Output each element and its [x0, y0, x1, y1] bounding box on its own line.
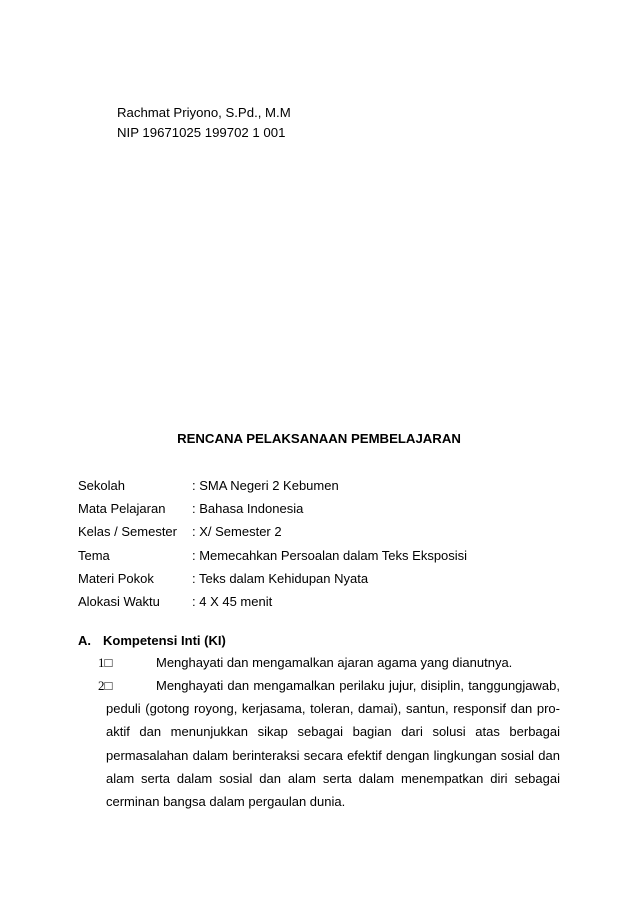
ki-item-2 [98, 674, 560, 813]
signatory-nip: NIP 19671025 199702 1 001 [117, 125, 286, 140]
section-letter: A. [78, 633, 91, 648]
ki-text-first-line: Menghayati dan mengamalkan perilaku jujur, disiplin, tanggungjawab, [156, 678, 560, 693]
info-label: Mata Pelajaran [78, 501, 166, 517]
info-label: Materi Pokok [78, 570, 154, 586]
info-value: : Bahasa Indonesia [192, 501, 304, 517]
info-value: : X/ Semester 2 [192, 524, 282, 540]
signatory-name: Rachmat Priyono, S.Pd., M.M [117, 105, 291, 120]
info-table [78, 477, 467, 616]
section-heading-kompetensi-inti [78, 632, 226, 650]
info-value: : SMA Negeri 2 Kebumen [192, 478, 339, 493]
info-row-kelas-semester [78, 523, 467, 546]
info-row-sekolah [78, 477, 467, 500]
ki-number: 1□ [98, 655, 113, 670]
info-value: : Memecahkan Persoalan dalam Teks Eksposisi [192, 547, 468, 563]
ki-text: Menghayati dan mengamalkan ajaran agama yang dianutnya. [156, 655, 513, 670]
info-value: : 4 X 45 menit [192, 593, 273, 609]
info-value: : Teks dalam Kehidupan Nyata [192, 570, 369, 586]
info-label: Alokasi Waktu [78, 593, 160, 609]
ki-item-1 [98, 651, 560, 674]
info-label: Sekolah [78, 478, 125, 493]
info-row-alokasi-waktu [78, 593, 467, 616]
signature-block [117, 103, 291, 143]
info-label: Tema [78, 547, 110, 563]
ki-number: 2□ [98, 678, 113, 693]
info-row-mata-pelajaran [78, 500, 467, 523]
section-title: Kompetensi Inti (KI) [103, 633, 226, 648]
document-title: RENCANA PELAKSANAAN PEMBELAJARAN [177, 431, 461, 446]
ki-text-continuation: peduli (gotong royong, kerjasama, toleran, damai), santun, responsif dan pro-aktif dan menunjukkan sikap sebagai bagian dari solusi atas berbagai permasalahan dalam berinteraksi secara efektif dengan lingkungan sosial dan alam serta dalam sosial dan alam serta dalam menempatkan diri sebagai cerminan bangsa dalam pergaulan dunia. [106, 701, 560, 810]
info-label: Kelas / Semester [78, 524, 177, 540]
info-row-materi-pokok [78, 570, 467, 593]
info-row-tema [78, 547, 467, 570]
ki-text [98, 674, 560, 813]
